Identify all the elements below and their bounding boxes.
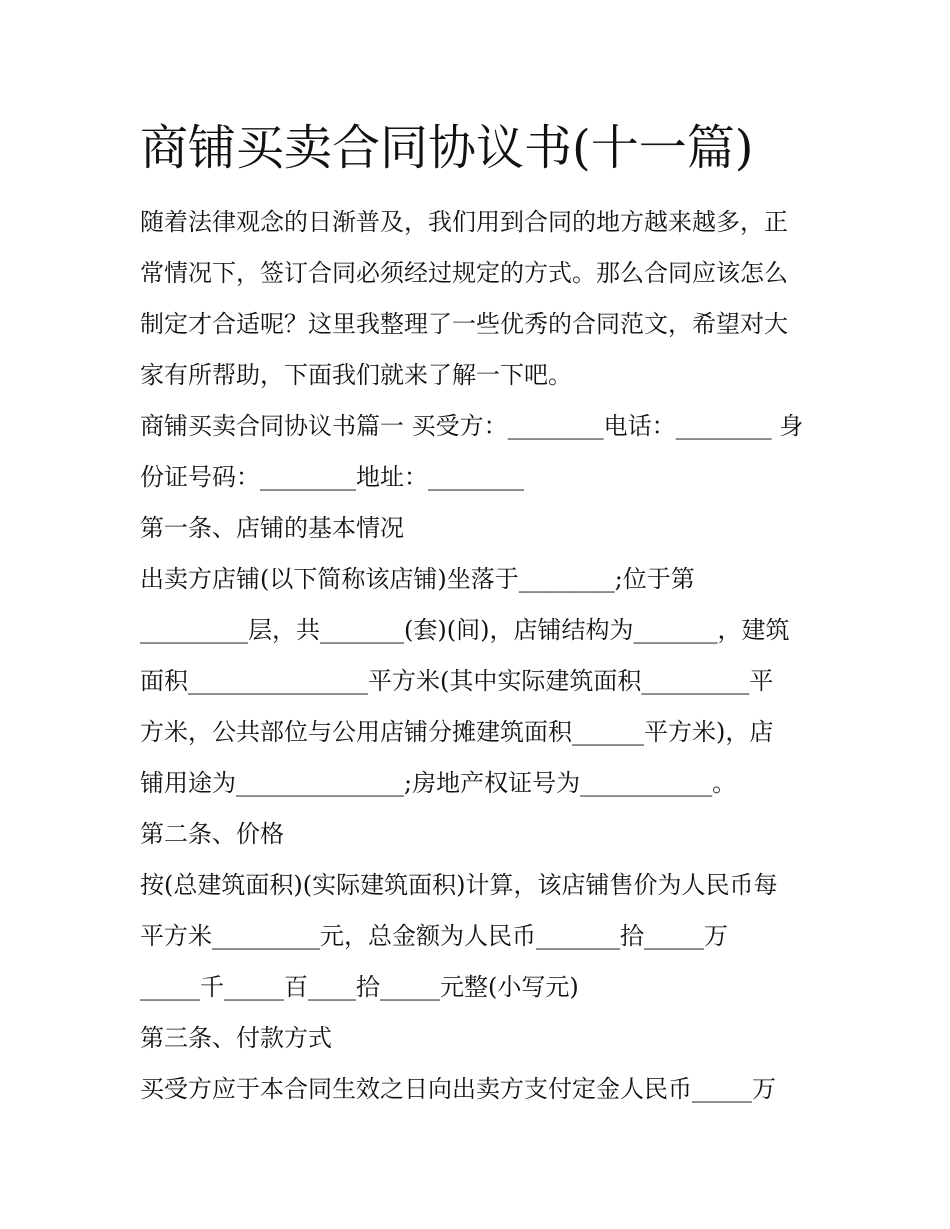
- article-3-line-1: 买受方应于本合同生效之日向出卖方支付定金人民币_____万: [140, 1075, 776, 1103]
- intro-line-1: 随着法律观念的日渐普及，我们用到合同的地方越来越多，正: [140, 208, 788, 236]
- article-1-line-3: 面积_______________平方米(其中实际建筑面积_________平: [140, 667, 774, 695]
- intro-line-3: 制定才合适呢？这里我整理了一些优秀的合同范文，希望对大: [140, 310, 788, 338]
- document-title: 商铺买卖合同协议书(十一篇): [140, 120, 754, 176]
- article-3-heading: 第三条、付款方式: [140, 1024, 332, 1052]
- intro-line-4: 家有所帮助，下面我们就来了解一下吧。: [140, 361, 572, 389]
- article-1-line-2: _________层，共_______(套)(间)，店铺结构为_______，建筑: [140, 616, 790, 644]
- article-1-line-1: 出卖方店铺(以下简称该店铺)坐落于________;位于第: [140, 565, 695, 593]
- intro-line-2: 常情况下，签订合同必须经过规定的方式。那么合同应该怎么: [140, 259, 788, 287]
- article-1-heading: 第一条、店铺的基本情况: [140, 514, 404, 542]
- article-2-heading: 第二条、价格: [140, 820, 284, 848]
- article-1-line-4: 方米，公共部位与公用店铺分摊建筑面积______平方米)，店: [140, 718, 774, 746]
- article-2-line-3: _____千_____百____拾_____元整(小写元): [140, 973, 579, 1001]
- article-1-line-5: 铺用途为______________;房地产权证号为___________。: [140, 769, 737, 797]
- article-2-line-2: 平方米_________元，总金额为人民币_______拾_____万: [140, 922, 728, 950]
- article-2-line-1: 按(总建筑面积)(实际建筑面积)计算，该店铺售价为人民币每: [140, 871, 778, 899]
- contract-header-line-1: 商铺买卖合同协议书篇一 买受方：________电话：________ 身: [140, 412, 804, 440]
- contract-header-line-2: 份证号码：________地址：________: [140, 463, 524, 491]
